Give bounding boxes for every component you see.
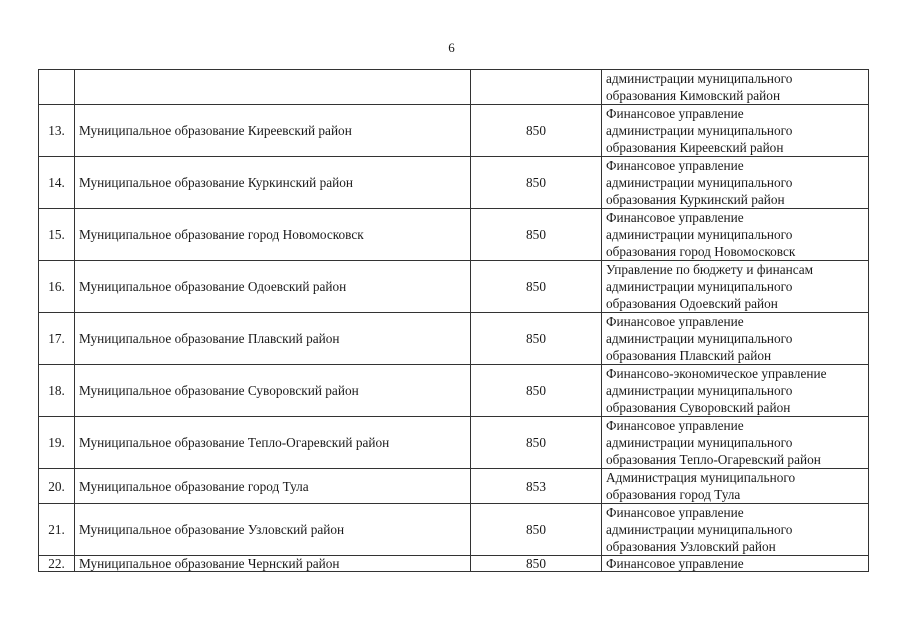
row-number: 16.: [39, 261, 75, 313]
table-row: [39, 70, 869, 105]
municipality-name: Муниципальное образование Плавский район: [75, 313, 471, 365]
budget-code: 853: [471, 469, 602, 504]
row-number: 17.: [39, 313, 75, 365]
row-number: 21.: [39, 504, 75, 556]
table-row: [39, 313, 869, 365]
row-number: [39, 70, 75, 105]
row-number: 20.: [39, 469, 75, 504]
row-number: 15.: [39, 209, 75, 261]
municipality-name: Муниципальное образование город Тула: [75, 469, 471, 504]
municipality-name: Муниципальное образование Одоевский район: [75, 261, 471, 313]
finance-body: Финансовое управление администрации муниципального образования Куркинский район: [602, 157, 869, 209]
municipality-name: Муниципальное образование Чернский район: [75, 556, 471, 572]
table-row: [39, 556, 869, 572]
row-number: 22.: [39, 556, 75, 572]
budget-code: 850: [471, 556, 602, 572]
municipality-name: Муниципальное образование Узловский район: [75, 504, 471, 556]
budget-code: 850: [471, 313, 602, 365]
budget-code: 850: [471, 504, 602, 556]
table-row: [39, 157, 869, 209]
municipality-name: Муниципальное образование город Новомосковск: [75, 209, 471, 261]
municipality-name: Муниципальное образование Тепло-Огаревский район: [75, 417, 471, 469]
finance-body: Финансовое управление администрации муниципального образования город Новомосковск: [602, 209, 869, 261]
table-row: [39, 209, 869, 261]
municipality-name: [75, 70, 471, 105]
budget-code: 850: [471, 105, 602, 157]
finance-body: администрации муниципального образования Кимовский район: [602, 70, 869, 105]
row-number: 13.: [39, 105, 75, 157]
row-number: 14.: [39, 157, 75, 209]
finance-body: Финансовое управление: [602, 556, 869, 572]
finance-body: Администрация муниципального образования город Тула: [602, 469, 869, 504]
table-row: [39, 469, 869, 504]
budget-code: [471, 70, 602, 105]
finance-body: Финансовое управление администрации муниципального образования Плавский район: [602, 313, 869, 365]
table-row: [39, 504, 869, 556]
page-number: 6: [448, 40, 455, 55]
finance-body: Финансово-экономическое управление администрации муниципального образования Суворовский район: [602, 365, 869, 417]
table-row: [39, 365, 869, 417]
finance-body: Управление по бюджету и финансам администрации муниципального образования Одоевский район: [602, 261, 869, 313]
municipality-name: Муниципальное образование Куркинский район: [75, 157, 471, 209]
municipality-name: Муниципальное образование Суворовский район: [75, 365, 471, 417]
row-number: 18.: [39, 365, 75, 417]
table-row: [39, 261, 869, 313]
table-row: [39, 105, 869, 157]
finance-body: Финансовое управление администрации муниципального образования Узловский район: [602, 504, 869, 556]
budget-code: 850: [471, 417, 602, 469]
budget-code: 850: [471, 365, 602, 417]
municipal-table: [38, 69, 869, 572]
row-number: 19.: [39, 417, 75, 469]
finance-body: Финансовое управление администрации муниципального образования Киреевский район: [602, 105, 869, 157]
finance-body: Финансовое управление администрации муниципального образования Тепло-Огаревский район: [602, 417, 869, 469]
budget-code: 850: [471, 157, 602, 209]
table-row: [39, 417, 869, 469]
municipality-name: Муниципальное образование Киреевский район: [75, 105, 471, 157]
budget-code: 850: [471, 209, 602, 261]
budget-code: 850: [471, 261, 602, 313]
